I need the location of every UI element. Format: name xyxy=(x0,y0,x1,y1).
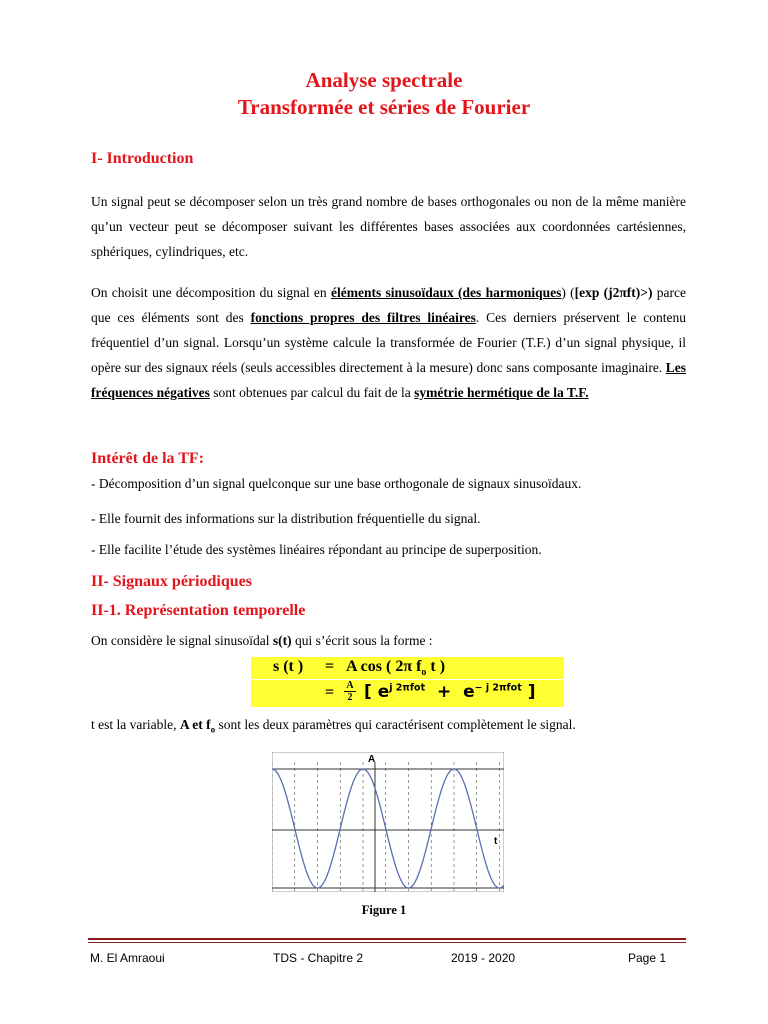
footer-author: M. El Amraoui xyxy=(90,951,165,965)
interet-item-2: - Elle fournit des informations sur la distribution fréquentielle du signal. xyxy=(91,511,481,526)
intro-paragraph-2: On choisit une décomposition du signal en éléments sinusoïdaux (des harmoniques) ([exp (j2πft)>) parce que ces éléments sont des fonctions propres des filtres linéaires. Ces derniers préservent le contenu fréquentiel d’un signal. Lorsqu’un système calcule la transformée de Fourier (T.F.) d’un signal physique, il opère sur des signaux réels (seuls accessibles directement à la mesure) donc sans composante imaginaire. Les fréquences négatives sont obtenues par calcul du fait de la symétrie hermétique de la T.F. xyxy=(91,285,686,400)
cosine-figure xyxy=(272,752,504,892)
page-subtitle: Transformée et séries de Fourier xyxy=(237,95,531,119)
x-axis-label: t xyxy=(494,836,498,847)
equation-equals-1: = xyxy=(325,658,335,675)
equation-rhs-cos: A cos ( 2π $f_o$ t ) xyxy=(346,658,446,679)
heading-signaux-periodiques: II- Signaux périodiques xyxy=(91,573,252,590)
equation-lhs: s (t ) xyxy=(273,658,304,675)
heading-introduction: I- Introduction xyxy=(91,150,194,167)
equation-exponentials: [ $e^{j 2\pi fot} + e^{- j 2\pi fot}$ ] xyxy=(364,682,536,702)
heading-interet-tf: Intérêt de la TF: xyxy=(91,450,205,467)
footer-page: Page 1 xyxy=(628,951,667,965)
figure-caption: Figure 1 xyxy=(361,903,407,917)
intro-paragraph-1: Un signal peut se décomposer selon un très grand nombre de bases orthogonales ou non de la même manière qu’un vecteur peut se décomposer suivant les différentes bases associées aux coordonnées cartésiennes, sphériques, cylindriques, etc. xyxy=(91,194,686,259)
footer-rule-top xyxy=(88,938,686,940)
footer-rule-bottom xyxy=(88,942,686,943)
equation-fraction: A 2 xyxy=(344,680,356,703)
footer-year: 2019 - 2020 xyxy=(451,951,516,965)
interet-item-3: - Elle facilite l’étude des systèmes linéaires répondant au principe de superposition. xyxy=(91,542,542,557)
y-axis-label: A xyxy=(368,754,376,765)
interet-item-1: - Décomposition d’un signal quelconque sur une base orthogonale de signaux sinusoïdaux. xyxy=(91,476,582,491)
heading-representation-temporelle: II-1. Représentation temporelle xyxy=(91,602,306,619)
signal-intro-line: On considère le signal sinusoïdal s(t) qui s’écrit sous la forme : xyxy=(91,633,433,648)
equation-equals-2: = xyxy=(325,684,335,701)
page-title: Analyse spectrale xyxy=(305,68,463,92)
parameters-line: t est la variable, A et $f_o$ sont les deux paramètres qui caractérisent complètement le signal. xyxy=(91,717,576,735)
footer-course: TDS - Chapitre 2 xyxy=(273,951,364,965)
